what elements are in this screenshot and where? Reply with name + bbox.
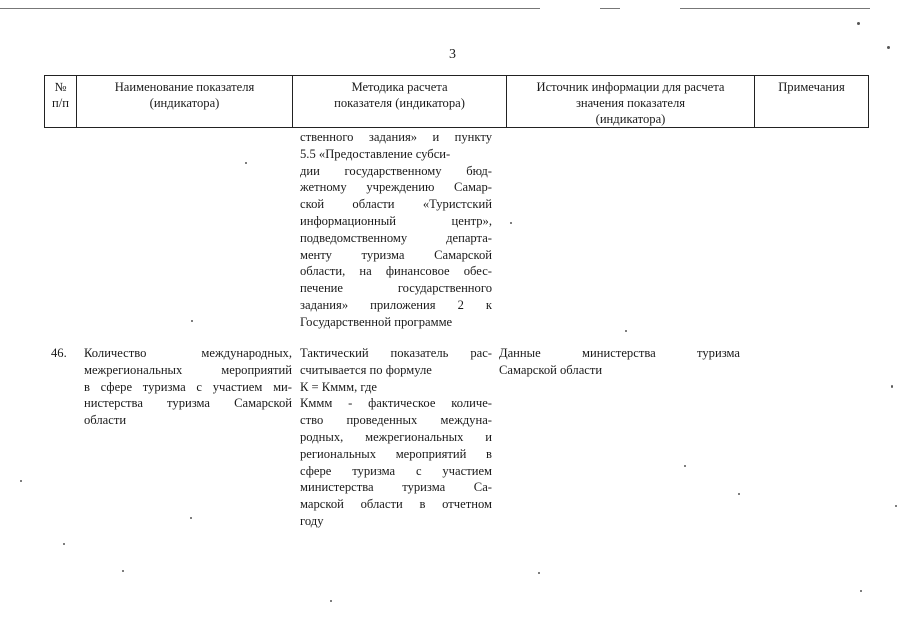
scan-speck: [538, 572, 540, 574]
scan-speck: [887, 46, 890, 49]
scan-speck: [895, 505, 897, 507]
scan-speck: [245, 162, 247, 164]
scan-speck: [122, 570, 124, 572]
header-num: № п/п: [45, 76, 77, 128]
scan-speck: [330, 600, 332, 602]
scan-speck: [891, 385, 893, 388]
scan-speck: [191, 320, 193, 322]
scan-speck: [860, 590, 862, 592]
scan-speck: [738, 493, 740, 495]
header-source: Источник информации для расчета значения показателя (индикатора): [507, 76, 755, 128]
header-name: Наименование показателя (индикатора): [77, 76, 293, 128]
row46-source: Данные министерства туризма Самарской области: [499, 346, 740, 377]
scan-speck: [857, 22, 860, 25]
scan-speck: [63, 543, 65, 545]
scan-artifact: [600, 8, 620, 9]
header-notes: Примечания: [755, 76, 869, 128]
header-method: Методика расчета показателя (индикатора): [293, 76, 507, 128]
scan-speck: [684, 465, 686, 467]
table-header: [44, 75, 869, 128]
scan-speck: [20, 480, 22, 482]
scan-artifact: [680, 8, 870, 9]
row46-method: Тактический показатель рас- считывается по формуле К = Кммм, где Кммм - фактическое количе- ство проведенных междуна- родных, межрегиональных и региональных мероприятий в сфере туризма с участием министерства туризма Са- марской области в отчетном году: [300, 346, 492, 528]
page-number: 3: [449, 47, 456, 62]
scan-speck: [510, 222, 512, 224]
row46-num: 46.: [51, 346, 67, 360]
scan-speck: [190, 517, 192, 519]
continuation-method-text: ственного задания» и пункту 5.5 «Предоставление субси- дии государственному бюд- жетному учреждению Самар- ской области «Туристский информационный центр», подведомственному департа- менту туризма Самарской области, на финансовое обес- печение государственного задания» приложения 2 к Государственной программе: [300, 130, 492, 329]
row46-name: Количество международных, межрегиональных мероприятий в сфере туризма с участием ми- нистерства туризма Самарской области: [84, 346, 292, 428]
scan-artifact: [0, 8, 540, 9]
scan-speck: [625, 330, 627, 332]
